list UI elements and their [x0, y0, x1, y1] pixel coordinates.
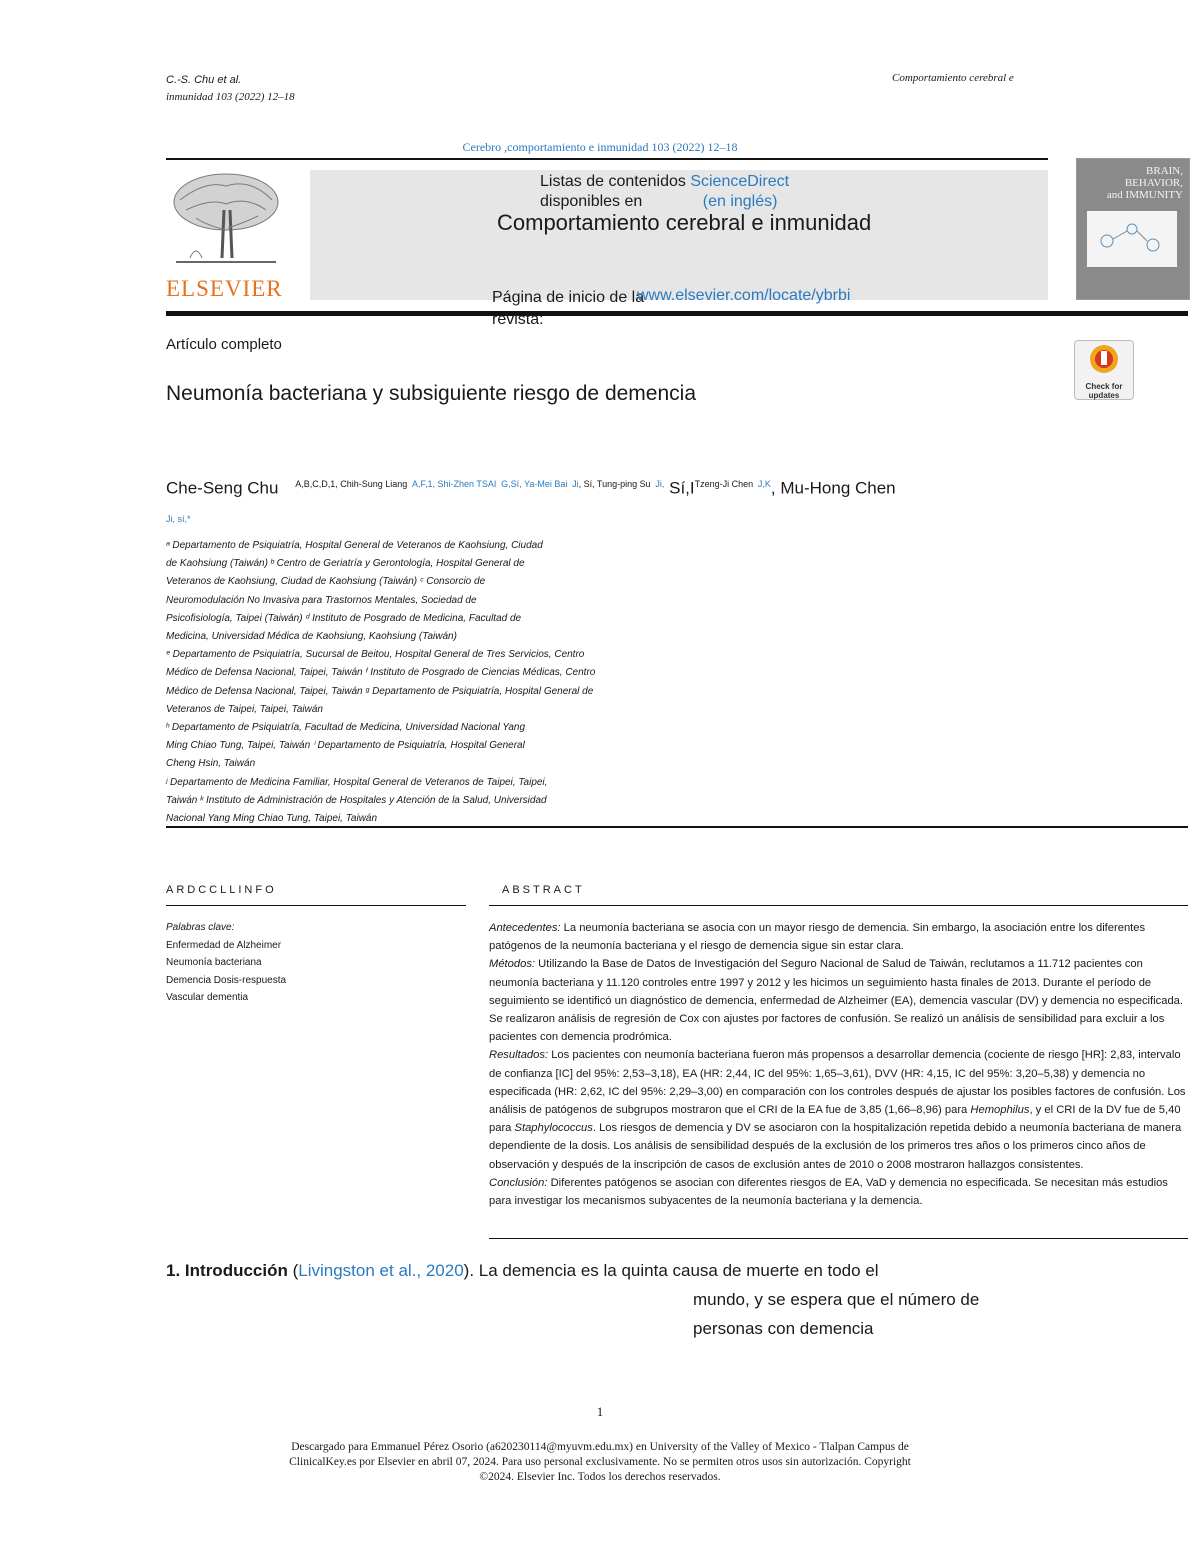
keyword: Enfermedad de Alzheimer [166, 939, 282, 951]
article-title: Neumonía bacteriana y subsiguiente riesgo de demencia [166, 382, 696, 405]
intro-paren: ( [287, 1261, 299, 1280]
author-name[interactable]: , Ya-Mei Bai [519, 479, 568, 489]
affiliation-line: Veteranos de Taipei, Taipei, Taiwán [166, 703, 323, 715]
abstract-methods-label: Métodos: [489, 958, 536, 971]
footer-line: Descargado para Emmanuel Pérez Osorio (a620230114@myuvm.edu.mx) en University of the Valley of Mexico - Tlalpan Campus de [291, 1441, 909, 1453]
affiliation-line: ʰ Departamento de Psiquiatría, Facultad de Medicina, Universidad Nacional Yang [166, 722, 526, 734]
masthead-rule [166, 311, 1188, 316]
contents-available: disponibles en [540, 193, 643, 210]
introduction-start [166, 1256, 879, 1285]
intro-text: mundo, y se espera que el número de [693, 1290, 980, 1309]
author-affil-sup[interactable]: A,F,1 [412, 479, 433, 489]
affiliations [166, 537, 666, 828]
contents-notice [540, 172, 860, 212]
cover-title: BRAIN, BEHAVIOR, and IMMUNITY [1106, 165, 1183, 201]
keyword: Demencia Dosis-respuesta [166, 974, 287, 986]
affiliation-line: de Kaohsiung (Taiwán) ᵇ Centro de Geriatría y Gerontología, Hospital General de [166, 558, 525, 570]
footer-line: ©2024. Elsevier Inc. Todos los derechos reservados. [479, 1471, 721, 1483]
introduction-continuation [693, 1285, 979, 1343]
author-affil-sup[interactable]: Ji, [655, 479, 665, 489]
affiliation-line: Neuromodulación No Invasiva para Trastornos Mentales, Sociedad de [166, 594, 477, 606]
affiliation-line: ᵉ Departamento de Psiquiatría, Sucursal de Beitou, Hospital General de Tres Servicios, Centro [166, 649, 585, 661]
abstract-conclusion-label: Conclusión: [489, 1176, 548, 1189]
journal-cover[interactable] [1076, 158, 1190, 300]
journal-reference[interactable]: Cerebro ,comportamiento e inmunidad 103 (2022) 12–18 [462, 140, 738, 154]
cover-figure [1087, 211, 1177, 267]
cover-diagram-icon [1087, 211, 1177, 267]
intro-text: personas con demencia [693, 1319, 874, 1338]
affiliation-line: ʲ Departamento de Medicina Familiar, Hospital General de Veteranos de Taipei, Taipei, [166, 776, 548, 788]
running-header-right: Comportamiento cerebral e [892, 72, 1014, 84]
author-affil-sup[interactable]: G,Sí [501, 479, 520, 489]
keywords-block [166, 919, 286, 1007]
abstract-results-label: Resultados: [489, 1049, 549, 1062]
in-english-link[interactable]: (en inglés) [702, 193, 778, 210]
affiliation-line: ᵃ Departamento de Psiquiatría, Hospital General de Veteranos de Kaohsiung, Ciudad [166, 540, 543, 551]
article-info-heading: ARDCCLLINFO [166, 884, 277, 896]
abstract-results-italic: Hemophilus [970, 1104, 1030, 1117]
homepage-label: Página de inicio de la revista: [492, 289, 645, 328]
running-header-left [166, 72, 295, 106]
author-name[interactable]: , Shi-Zhen TSAI [432, 479, 497, 489]
abstract-heading: ABSTRACT [502, 884, 585, 896]
abstract-results-text: , y el CRI de la DV fue de 5,40 para [489, 1104, 1181, 1135]
abstract-background-text: La neumonía bacteriana se asocia con un mayor riesgo de demencia. Sin embargo, la asociación entre los diferentes patógenos de la neumonía bacteriana y el riesgo de demencia sigue sin estar clara. [489, 922, 1146, 953]
author-name[interactable]: , Tung-ping Su [592, 479, 651, 489]
affiliation-line: Médico de Defensa Nacional, Taipei, Taiwán ᵍ Departamento de Psiquiatría, Hospital General de [166, 685, 594, 697]
author-name[interactable]: , Mu-Hong Chen [770, 478, 896, 498]
author-affil-sup[interactable]: Ji, sí,* [166, 513, 191, 524]
abstract-background-label: Antecedentes: [489, 922, 561, 934]
tree-icon [166, 170, 284, 270]
info-rule [166, 905, 466, 906]
top-rule [166, 158, 1048, 160]
author-affil-sup: Sí,I [669, 478, 695, 498]
abstract-results-text: Los pacientes con neumonía bacteriana fueron más propensos a desarrollar demencia (cociente de riesgo [HR]: 2,83, intervalo de confianza [IC] del 95%: 2,53–3,18), EA (HR: 2,44, IC del 95%: 1,65–3,61), DVV (HR: 4,15, IC del 95%: 3,20–5,38) y demencia no especificada (HR: 2,62, IC del 95%: 2,29–3,00) en comparación con los controles después de ajustar los posibles factores de confusión. Los análisis de patógenos de subgrupos mostraron que el CRI de la EA fue de 3,85 (1,66–8,96) para [489, 1049, 1186, 1117]
header-journal: inmunidad 103 (2022) 12–18 [166, 91, 295, 103]
affiliation-line: Medicina, Universidad Médica de Kaohsiung, Kaohsiung (Taiwán) [166, 631, 457, 643]
affiliation-line: Nacional Yang Ming Chiao Tung, Taipei, Taiwán [166, 813, 378, 825]
crossmark-icon [1075, 341, 1133, 377]
keyword: Neumonía bacteriana [166, 957, 262, 968]
affiliations-rule [166, 826, 1188, 828]
section-number: 1. [166, 1261, 181, 1280]
author-name[interactable]: Che-Seng Chu [166, 478, 279, 498]
download-footer [200, 1440, 1000, 1485]
abstract-results-italic: Staphylococcus [514, 1122, 593, 1135]
abstract-conclusion-text: Diferentes patógenos se asocian con diferentes riesgos de EA, VaD y demencia no especificada. Se necesitan más estudios para investigar los mecanismos subyacentes de la neumonía bacteriana y la demencia. [489, 1176, 1168, 1208]
homepage-url[interactable]: www.elsevier.com/locate/ybrbi [637, 287, 851, 304]
affiliation-line: Ming Chiao Tung, Taipei, Taiwán ⁱ Departamento de Psiquiatría, Hospital General [166, 740, 525, 752]
section-heading: Introducción [184, 1261, 288, 1280]
page-number: 1 [596, 1404, 604, 1419]
check-for-updates-badge[interactable] [1074, 340, 1134, 400]
abstract-methods-text: Utilizando la Base de Datos de Investigación del Seguro Nacional de Salud de Taiwán, reclutamos a 11.712 pacientes con neumonía bacteriana y 11.120 controles entre 1997 y 2012 y les hicimos un seguimiento hasta finales de 2013. Durante el período de seguimiento se identificó un diagnóstico de demencia, enfermedad de Alzheimer (EA), demencia vascular (DV) y demencia no especificada. Se realizaron análisis de regresión de Cox con ajustes por factores de confusión. Se realizó un análisis de sensibilidad para excluir a los pacientes con demencia prodrómica. [489, 958, 1183, 1044]
affiliation-line: Taiwán ᵏ Instituto de Administración de Hospitales y Atención de la Salud, Universidad [166, 794, 547, 806]
footer-line: ClinicalKey.es por Elsevier en abril 07, 2024. Para uso personal exclusivamente. No se permiten otros usos sin autorización. Copyright [289, 1456, 911, 1468]
abstract-bottom-rule [489, 1238, 1188, 1239]
affiliation-line: Veteranos de Kaohsiung, Ciudad de Kaohsiung (Taiwán) ᶜ Consorcio de [166, 576, 486, 588]
affiliation-line: Cheng Hsin, Taiwán [166, 758, 256, 770]
crossmark-label: Check for updates [1085, 382, 1123, 400]
elsevier-logo[interactable] [166, 170, 284, 302]
author-name[interactable]: Tzeng-Ji Chen [694, 479, 754, 489]
abstract-body [489, 919, 1189, 1210]
affiliation-line: Psicofisiología, Taipei (Taiwán) ᵈ Instituto de Posgrado de Medicina, Facultad de [166, 612, 522, 624]
sciencedirect-link[interactable]: ScienceDirect [690, 173, 790, 190]
journal-title: Comportamiento cerebral e inmunidad [497, 210, 872, 235]
article-type: Artículo completo [166, 336, 282, 353]
contents-prefix: Listas de contenidos [540, 173, 686, 190]
abstract-results-text: . Los riesgos de demencia y DV se asociaron con la hospitalización repetida debido a neumonía bacteriana de manera dependiente de la dosis. Los análisis de sensibilidad después de la exclusión de los primeros tres años o los primeros cinco años de observación y después de la inscripción de casos de exclusión antes de 2010 o 2008 mostraron hallazgos consistentes. [489, 1122, 1182, 1171]
keyword: Vascular dementia [166, 992, 249, 1003]
author-name[interactable]: , Chih-Sung Liang [335, 479, 408, 489]
header-authors: C.-S. Chu et al. [166, 74, 242, 86]
author-affil-sup[interactable]: Ji [572, 479, 579, 489]
author-affil-sup: , Sí [578, 479, 593, 489]
intro-text: ). La demencia es la quinta causa de muerte en todo el [463, 1261, 879, 1280]
abstract-rule [489, 905, 1188, 906]
affiliation-line: Médico de Defensa Nacional, Taipei, Taiwán ᶠ Instituto de Posgrado de Ciencias Médicas, Centro [166, 667, 596, 679]
author-affil-sup: A,B,C,D,1 [295, 479, 336, 489]
author-list [166, 470, 986, 533]
citation-link[interactable]: Livingston et al., 2020 [298, 1261, 464, 1280]
keywords-label: Palabras clave: [166, 922, 235, 933]
author-affil-sup[interactable]: J,K [757, 479, 771, 489]
publisher-wordmark: ELSEVIER [166, 276, 283, 301]
